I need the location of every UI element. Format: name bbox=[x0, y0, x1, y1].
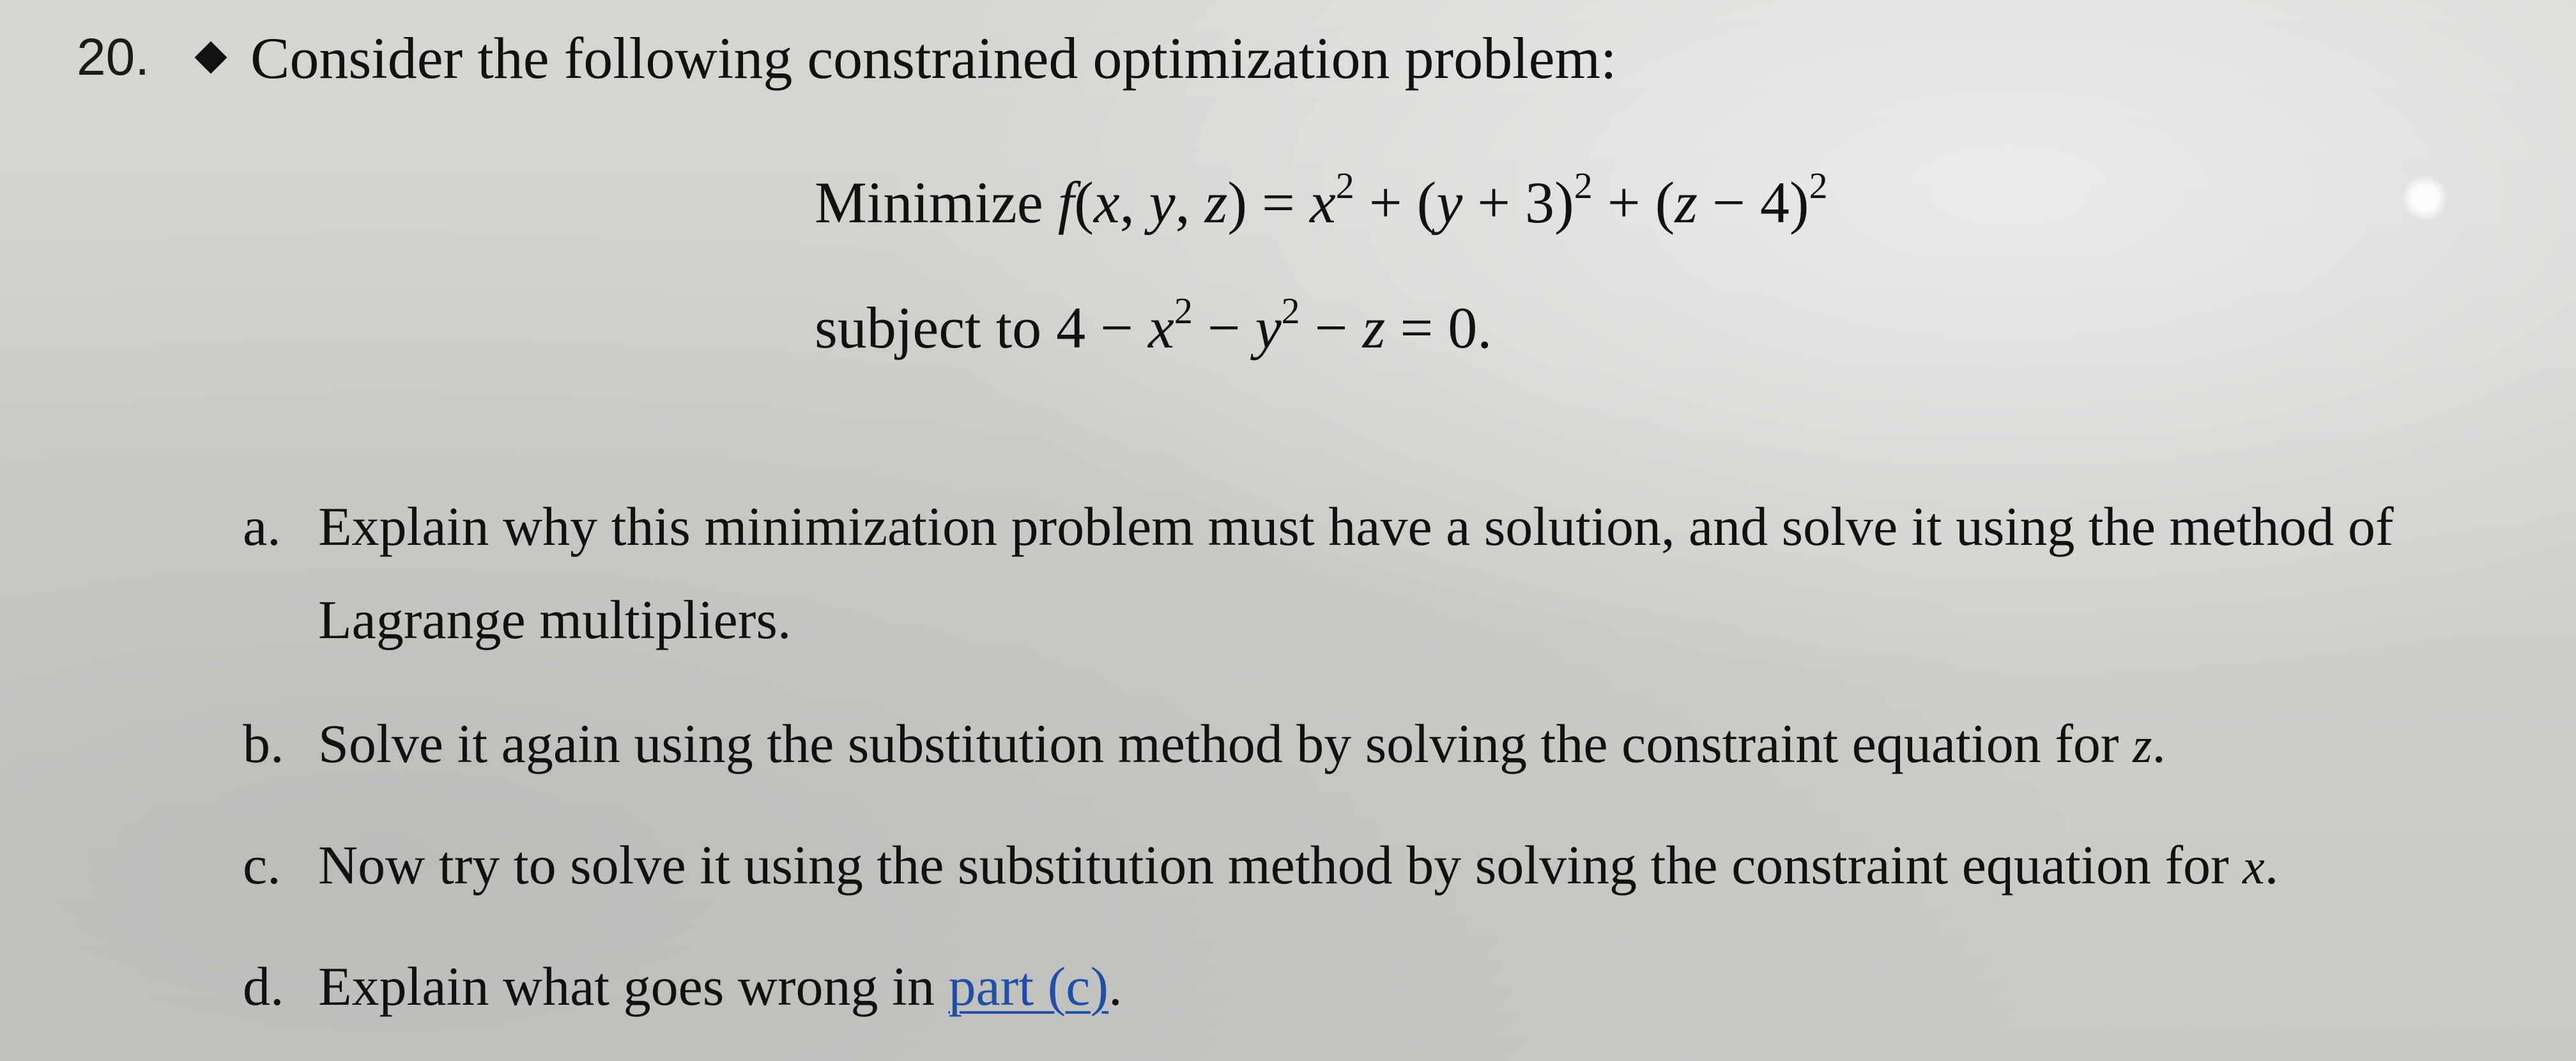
part-b-text: Solve it again using the substitution method by solving the constraint equation for bbox=[318, 713, 2133, 774]
part-c-link[interactable]: part (c) bbox=[948, 956, 1109, 1017]
part-c-text: Now try to solve it using the substitution method by solving the constraint equation for bbox=[318, 834, 2243, 896]
part-b-variable: z bbox=[2133, 717, 2152, 773]
part-b-letter: b. bbox=[243, 713, 284, 774]
problem-number: 20. bbox=[77, 28, 150, 86]
part-a-letter: a. bbox=[243, 496, 281, 557]
part-d-letter: d. bbox=[243, 956, 284, 1017]
diamond-bullet-icon bbox=[195, 42, 227, 74]
objective-function: Minimize f(x, y, $z) = x^2 + (y + 3)^2 + (z - 4)^2$ bbox=[815, 165, 1828, 235]
part-a-text-continued: Lagrange multipliers. bbox=[318, 589, 792, 650]
part-c: c. Now try to solve it using the substitution method by solving the constraint equation for x. bbox=[243, 830, 2278, 901]
part-c-letter: c. bbox=[243, 834, 281, 896]
part-d-text: Explain what goes wrong in bbox=[318, 956, 949, 1017]
part-d: d. Explain what goes wrong in part (c). bbox=[243, 952, 1123, 1021]
part-b: b. Solve it again using the substitution method by solving the constraint equation for z. bbox=[243, 709, 2166, 780]
problem-intro: Consider the following constrained optimization problem: bbox=[250, 26, 1617, 91]
part-a-text: Explain why this minimization problem must have a solution, and solve it using the method of bbox=[318, 496, 2394, 557]
screen-glare bbox=[2402, 176, 2447, 220]
constraint-equation: subject to $4 - x^2 - y^2 - z = 0$. bbox=[815, 290, 1492, 360]
part-c-variable: x bbox=[2242, 839, 2265, 894]
part-a bbox=[243, 492, 2393, 561]
